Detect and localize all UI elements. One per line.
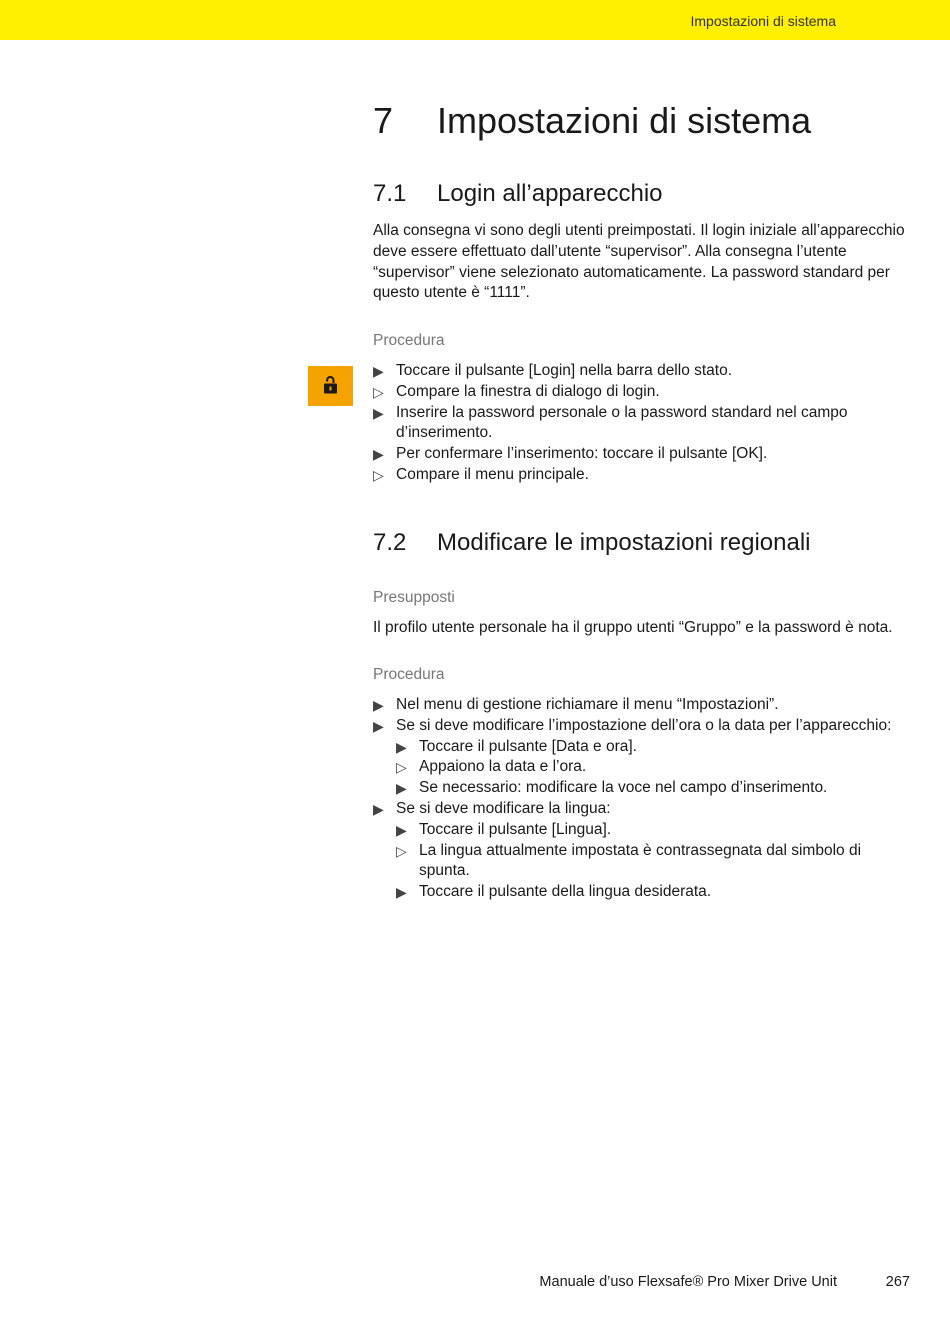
step-text: La lingua attualmente impostata è contrassegnata dal simbolo di spunta. (419, 841, 862, 880)
section-2-number: 7.2 (373, 529, 407, 556)
section-1-number: 7.1 (373, 180, 407, 207)
step-result (373, 465, 913, 486)
result-arrow-icon: ▷ (373, 383, 384, 400)
step-text: Toccare il pulsante della lingua desiderata. (419, 883, 712, 901)
chapter-number: 7 (373, 100, 394, 141)
step-action (373, 444, 913, 465)
section-1-title: Login all’apparecchio (437, 180, 663, 207)
step-result (396, 757, 913, 778)
section-2-steps (373, 695, 913, 903)
step-text: Se si deve modificare l’impostazione dell’ora o la data per l’apparecchio: (396, 716, 892, 734)
step-text: Se si deve modificare la lingua: (396, 799, 611, 817)
step-text: Compare la finestra di dialogo di login. (396, 382, 660, 400)
action-arrow-icon: ▶ (373, 363, 384, 379)
step-text: Appaiono la data e l’ora. (419, 758, 587, 776)
footer-manual-title: Manuale d’uso Flexsafe® Pro Mixer Drive Unit (539, 1274, 837, 1290)
result-arrow-icon: ▷ (396, 842, 407, 859)
chapter-title: Impostazioni di sistema (437, 100, 812, 141)
unlock-icon (308, 366, 353, 406)
step-text: Toccare il pulsante [Login] nella barra dello stato. (396, 362, 733, 379)
action-arrow-icon: ▶ (396, 821, 407, 838)
step-action (396, 820, 913, 841)
step-text: Nel menu di gestione richiamare il menu “Impostazioni”. (396, 696, 779, 713)
step-action (373, 716, 913, 737)
header-band (0, 0, 950, 40)
step-result (396, 841, 913, 883)
section-1-steps (373, 361, 913, 486)
step-text: Toccare il pulsante [Lingua]. (419, 820, 612, 838)
section-1-procedure-label: Procedura (373, 332, 445, 349)
unlock-icon-glyph (322, 375, 339, 396)
step-action (373, 799, 913, 820)
step-text: Inserire la password personale o la password standard nel campo d’inserimento. (396, 403, 848, 442)
action-arrow-icon: ▶ (373, 717, 384, 734)
result-arrow-icon: ▷ (373, 466, 384, 483)
section-2-procedure-label: Procedura (373, 666, 445, 683)
step-action (373, 403, 913, 445)
section-2-title: Modificare le impostazioni regionali (437, 529, 811, 556)
step-action (373, 361, 913, 382)
section-2-prereq-text: Il profilo utente personale ha il gruppo utenti “Gruppo” e la password è nota. (373, 619, 893, 636)
step-text: Compare il menu principale. (396, 465, 589, 483)
step-action (396, 737, 913, 758)
step-action (373, 695, 913, 716)
step-text: Per confermare l’inserimento: toccare il pulsante [OK]. (396, 445, 768, 463)
action-arrow-icon: ▶ (373, 404, 384, 421)
header-title: Impostazioni di sistema (690, 13, 836, 29)
step-text: Se necessario: modificare la voce nel campo d’inserimento. (419, 779, 828, 797)
action-arrow-icon: ▶ (396, 884, 407, 901)
step-action (396, 778, 913, 799)
result-arrow-icon: ▷ (396, 759, 407, 776)
page-number: 267 (885, 1274, 910, 1290)
step-action (396, 882, 913, 903)
section-2-prereq-label: Presupposti (373, 589, 455, 606)
action-arrow-icon: ▶ (373, 697, 384, 713)
action-arrow-icon: ▶ (373, 800, 384, 817)
step-result (373, 382, 913, 403)
section-1-intro: Alla consegna vi sono degli utenti preimpostati. Il login iniziale all’apparecchio deve essere effettuato dall’utente “supervisor”. Alla consegna l’utente “supervisor” viene selezionato automaticamente. La password standard per questo utente è “1111”. (373, 222, 905, 302)
action-arrow-icon: ▶ (373, 446, 384, 463)
action-arrow-icon: ▶ (396, 738, 407, 755)
action-arrow-icon: ▶ (396, 780, 407, 797)
step-text: Toccare il pulsante [Data e ora]. (419, 737, 637, 755)
